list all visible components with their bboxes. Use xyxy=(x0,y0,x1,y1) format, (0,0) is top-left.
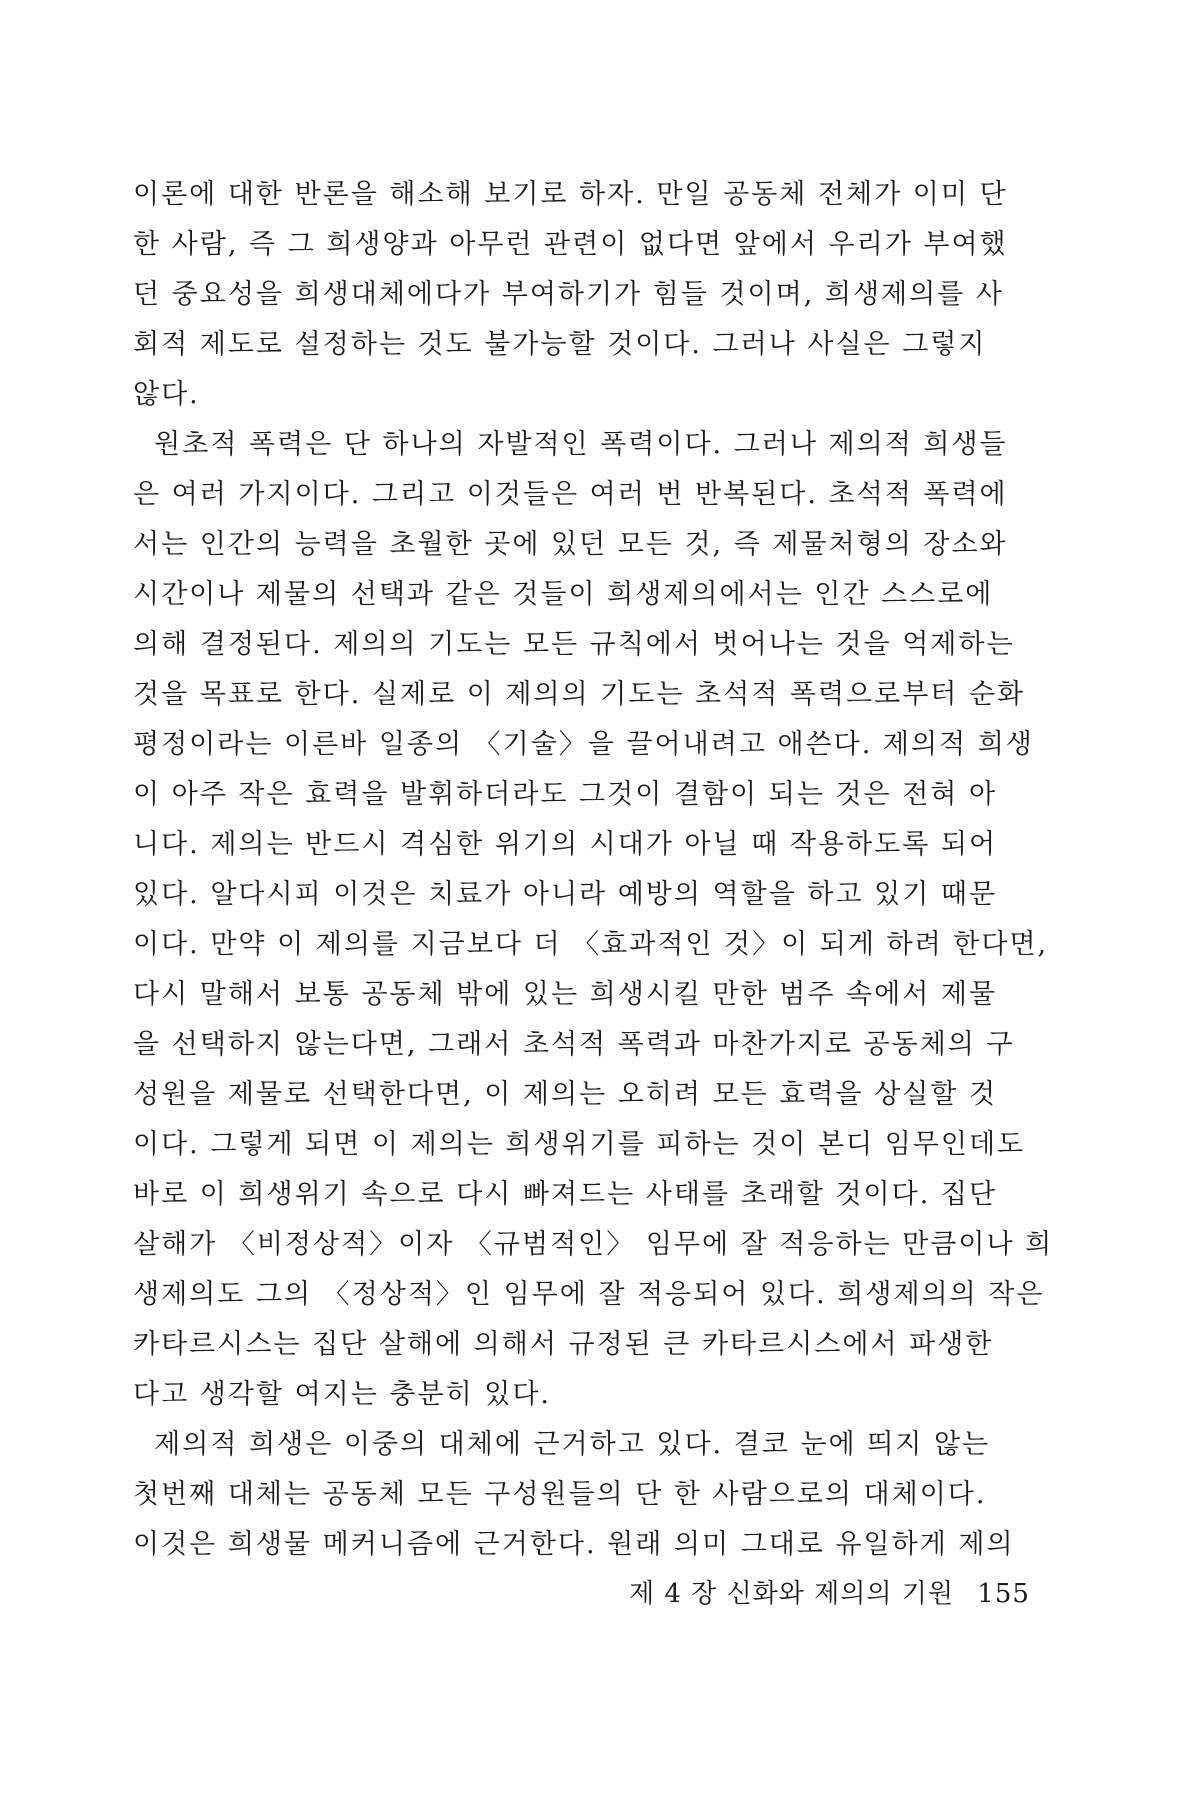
text-line: 살해가 〈비정상적〉이자 〈규범적인〉 임무에 잘 적응하는 만큼이나 희 xyxy=(133,1229,1054,1260)
text-line: 카타르시스는 집단 살해에 의해서 규정된 큰 카타르시스에서 파생한 xyxy=(133,1329,994,1360)
text-line: 을 선택하지 않는다면, 그래서 초석적 폭력과 마찬가지로 공동체의 구 xyxy=(133,1029,1015,1060)
text-line: 있다. 알다시피 이것은 치료가 아니라 예방의 역할을 하고 있기 때문 xyxy=(133,879,998,910)
text-line: 회적 제도로 설정하는 것도 불가능할 것이다. 그러나 사실은 그렇지 xyxy=(133,329,987,360)
chapter-title: 제 4 장 신화와 제의의 기원 xyxy=(629,1579,955,1609)
text-line: 시간이나 제물의 선택과 같은 것들이 희생제의에서는 인간 스스로에 xyxy=(133,579,994,610)
text-line: 이다. 만약 이 제의를 지금보다 더 〈효과적인 것〉이 되게 하려 한다면, xyxy=(133,929,1049,960)
text-line: 평정이라는 이른바 일종의 〈기술〉을 끌어내려고 애쓴다. 제의적 희생 xyxy=(133,729,1034,760)
text-line: 성원을 제물로 선택한다면, 이 제의는 오히려 모든 효력을 상실할 것 xyxy=(133,1079,998,1110)
text-line: 다고 생각할 여지는 충분히 있다. xyxy=(133,1379,551,1410)
text-line: 첫번째 대체는 공동체 모든 구성원들의 단 한 사람으로의 대체이다. xyxy=(133,1479,987,1510)
text-line: 바로 이 희생위기 속으로 다시 빠져드는 사태를 초래할 것이다. 집단 xyxy=(133,1179,998,1210)
running-footer xyxy=(629,1573,1030,1610)
body-text xyxy=(133,170,1054,1570)
text-line: 원초적 폭력은 단 하나의 자발적인 폭력이다. 그러나 제의적 희생들 xyxy=(133,429,1008,460)
text-line: 것을 목표로 한다. 실제로 이 제의의 기도는 초석적 폭력으로부터 순화 xyxy=(133,679,1026,710)
text-line: 이론에 대한 반론을 해소해 보기로 하자. 만일 공동체 전체가 이미 단 xyxy=(133,179,1008,210)
text-line: 제의적 희생은 이중의 대체에 근거하고 있다. 결코 눈에 띄지 않는 xyxy=(133,1429,991,1460)
text-line: 이 아주 작은 효력을 발휘하더라도 그것이 결함이 되는 것은 전혀 아 xyxy=(133,779,998,810)
text-line: 서는 인간의 능력을 초월한 곳에 있던 모든 것, 즉 제물처형의 장소와 xyxy=(133,529,1008,560)
text-line: 않다. xyxy=(133,379,200,410)
text-line: 던 중요성을 희생대체에다가 부여하기가 힘들 것이며, 희생제의를 사 xyxy=(133,279,1004,310)
text-line: 다시 말해서 보통 공동체 밖에 있는 희생시킬 만한 범주 속에서 제물 xyxy=(133,979,998,1010)
text-line: 한 사람, 즉 그 희생양과 아무런 관련이 없다면 앞에서 우리가 부여했 xyxy=(133,229,1008,260)
text-line: 이다. 그렇게 되면 이 제의는 희생위기를 피하는 것이 본디 임무인데도 xyxy=(133,1129,1026,1160)
text-line: 니다. 제의는 반드시 격심한 위기의 시대가 아닐 때 작용하도록 되어 xyxy=(133,829,998,860)
page-number: 155 xyxy=(977,1579,1030,1609)
text-line: 이것은 희생물 메커니즘에 근거한다. 원래 의미 그대로 유일하게 제의 xyxy=(133,1529,1015,1560)
text-line: 생제의도 그의 〈정상적〉인 임무에 잘 적응되어 있다. 희생제의의 작은 xyxy=(133,1279,1045,1310)
text-line: 은 여러 가지이다. 그리고 이것들은 여러 번 반복된다. 초석적 폭력에 xyxy=(133,479,1008,510)
text-line: 의해 결정된다. 제의의 기도는 모든 규칙에서 벗어나는 것을 억제하는 xyxy=(133,629,1015,660)
